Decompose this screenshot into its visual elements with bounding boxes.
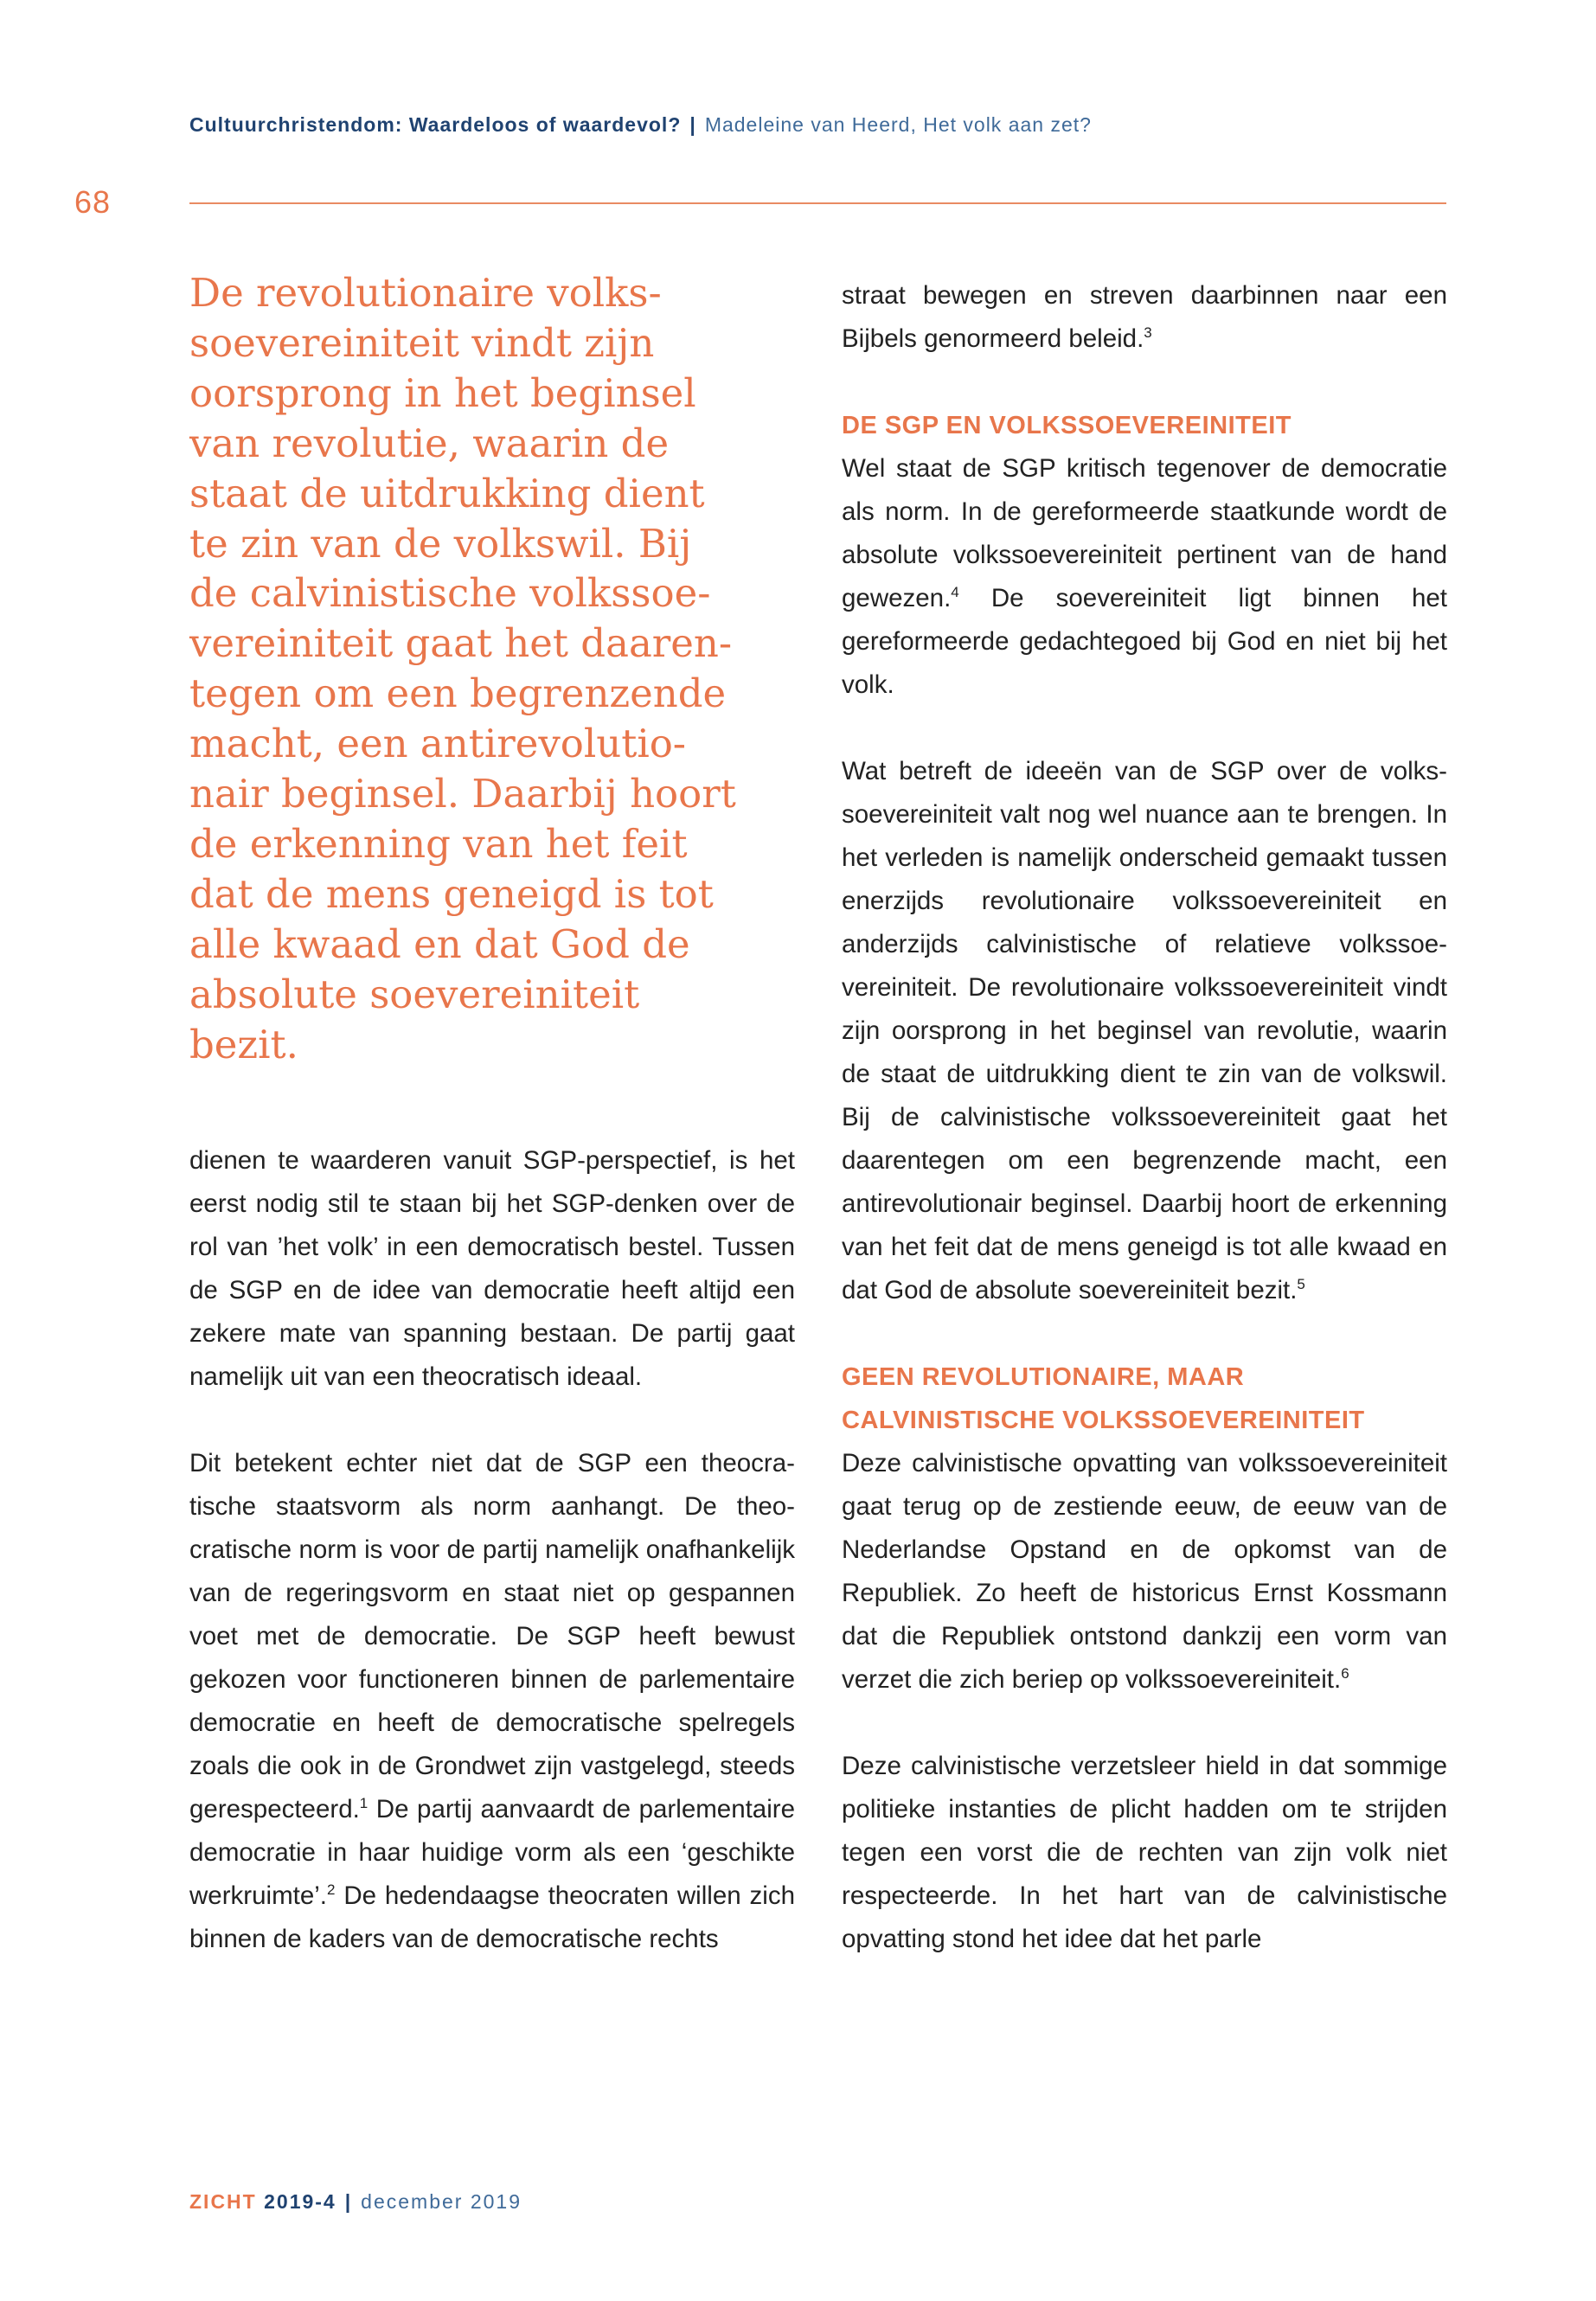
pull-quote-line: vereiniteit gaat het daaren-: [189, 620, 733, 667]
section-heading-text: GEEN REVOLUTIONAIRE, MAAR: [842, 1363, 1245, 1391]
paragraph: [842, 1442, 1447, 1702]
paragraph-text: dienen te waarderen vanuit SGP-perspectief, is het eerst nodig stil te staan bij het SGP-denken over de rol van ’het volk’ in een democratisch bestel. Tussen de SGP en de idee van democratie heeft altijd een zekere mate van spanning bestaan. De partij gaat namelijk uit van een theocratisch ideaal.: [189, 1146, 795, 1391]
header-separator: |: [689, 113, 696, 136]
section-heading-text: CALVINISTISCHE VOLKSSOEVEREINITEIT: [842, 1407, 1365, 1434]
paragraph: [842, 1745, 1447, 1961]
paragraph-text: De hedendaagse theocraten willen zich binnen de kaders van de democratische rechts: [189, 1881, 795, 1953]
pull-quote-line: van revolutie, waarin de: [189, 420, 670, 466]
header-rule: [189, 202, 1446, 204]
pull-quote-line: staat de uitdrukking dient: [189, 470, 705, 516]
page-number: 68: [74, 184, 112, 220]
footer-issue: 2019-4: [264, 2190, 337, 2213]
paragraph: [189, 1139, 795, 1399]
pull-quote-line: absolute soevereiniteit: [189, 971, 640, 1017]
paragraph-text: Wel staat de SGP kritisch tegenover de democratie als norm. In de gereformeerde staatkunde wordt de absolute volkssoevereiniteit pertinent van de hand gewezen.: [842, 454, 1447, 612]
pull-quote-line: nair beginsel. Daarbij hoort: [189, 771, 736, 817]
paragraph: [842, 447, 1447, 707]
footnote-ref: 1: [359, 1795, 369, 1811]
pull-quote-line: oorsprong in het beginsel: [189, 369, 696, 416]
paragraph-text: De soevereiniteit ligt binnen het gereformeerde gedachtegoed bij God en niet bij het volk.: [842, 584, 1447, 699]
paragraph-text: De partij aanvaardt de parlementaire democratie in haar huidige vorm als een ‘geschikte werkruimte’.: [189, 1795, 795, 1910]
paragraph-text: Dit betekent echter niet dat de SGP een theocratische staatsvorm als norm aanhangt. De theocratische norm is voor de partij namelijk onafhankelijk van de regeringsvorm en staat niet op gespannen voet met de democratie. De SGP heeft bewust gekozen voor functioneren binnen de parlementaire democratie en heeft de democratische spelregels zoals die ook in de Grondwet zijn vastgelegd, steeds gerespecteerd.: [189, 1449, 795, 1823]
header-subtitle: Madeleine van Heerd, Het volk aan zet?: [704, 113, 1092, 136]
pull-quote-line: dat de mens geneigd is tot: [189, 870, 714, 917]
pull-quote: [189, 268, 769, 1070]
footnote-ref: 4: [951, 584, 959, 600]
footnote-ref: 2: [327, 1881, 336, 1898]
footnote-ref: 3: [1144, 324, 1152, 341]
paragraph: [842, 750, 1447, 1312]
paragraph-text: straat bewegen en streven daarbinnen naar een Bijbels genormeerd beleid.: [842, 281, 1447, 353]
pull-quote-line: bezit.: [189, 1021, 298, 1067]
section-heading: [842, 404, 1447, 447]
running-footer: [189, 2190, 522, 2214]
running-header: [189, 113, 1092, 137]
pull-quote-line: te zin van de volkswil. Bij: [189, 520, 692, 567]
footnote-ref: 5: [1297, 1276, 1305, 1292]
right-column: [842, 274, 1447, 2004]
footnote-ref: 6: [1341, 1665, 1349, 1682]
header-title: Cultuurchristendom: Waardeloos of waardevol?: [189, 113, 682, 136]
footer-separator: |: [344, 2190, 353, 2213]
paragraph-text: Deze calvinistische opvatting van volkssoevereiniteit gaat terug op de zestiende eeuw, de eeuw van de Nederlandse Opstand en de opkomst van de Republiek. Zo heeft de historicus Ernst Kossmann dat die Republiek ontstond dankzij een vorm van verzet die zich beriep op volkssoevereiniteit.: [842, 1449, 1447, 1694]
pull-quote-line: De revolutionaire volks-: [189, 270, 662, 316]
pull-quote-line: tegen om een begrenzende: [189, 670, 727, 717]
paragraph-text: Wat betreft de ideeën van de SGP over de volkssoevereiniteit valt nog wel nuance aan te brengen. In het verleden is namelijk onderscheid gemaakt tussen enerzijds revolutionaire volkssoevereiniteit en anderzijds calvinistische of relatieve volkssoevereiniteit. De revolutionaire volkssoevereiniteit vindt zijn oorsprong in het beginsel van revolutie, waarin de staat de uitdrukking dient te zin van de volkswil. Bij de calvinistische volkssoevereiniteit gaat het daarentegen om een begrenzende macht, een antirevolutionair beginsel. Daarbij hoort de erkenning van het feit dat de mens geneigd is tot alle kwaad en dat God de absolute soevereiniteit bezit.: [842, 757, 1447, 1304]
footer-brand: ZICHT: [189, 2190, 257, 2213]
left-column: [189, 1139, 795, 2004]
section-heading: [842, 1356, 1447, 1442]
paragraph: [842, 274, 1447, 361]
paragraph: [189, 1442, 795, 1961]
footer-date: december 2019: [361, 2190, 522, 2213]
pull-quote-line: macht, een antirevolutio-: [189, 721, 687, 767]
pull-quote-line: alle kwaad en dat God de: [189, 920, 690, 967]
pull-quote-line: de erkenning van het feit: [189, 820, 688, 867]
pull-quote-line: soevereiniteit vindt zijn: [189, 319, 655, 366]
paragraph-text: Deze calvinistische verzetsleer hield in dat sommige politieke instanties de plicht hadden om te strijden tegen een vorst die de rechten van zijn volk niet respecteerde. In het hart van de calvinistische opvatting stond het idee dat het parle: [842, 1752, 1447, 1953]
section-heading-text: DE SGP EN VOLKSSOEVEREINITEIT: [842, 412, 1292, 439]
pull-quote-line: de calvinistische volkssoe-: [189, 570, 711, 617]
